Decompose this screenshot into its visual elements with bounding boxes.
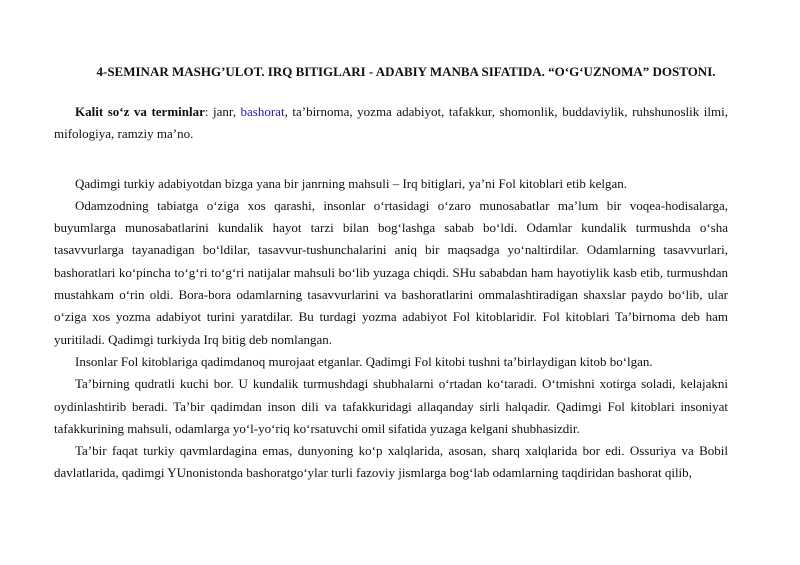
keywords-prefix: : janr, bbox=[204, 104, 241, 119]
paragraph-spacer bbox=[54, 146, 728, 173]
keyword-link-bashorat[interactable]: bashorat bbox=[240, 104, 285, 119]
keywords-label: Kalit so‘z va terminlar bbox=[75, 104, 205, 119]
paragraph-4: Ta’birning qudratli kuchi bor. U kundalik turmushdagi shubhalarni o‘rtadan ko‘taradi. O‘tmishni xotirga soladi, kelajakni oydinlashtirib beradi. Ta’bir qadimdan inson dili va tafakkuridagi allaqanday sirli halqadir. Qadimgi Fol kitoblari insoniyat tafakkurining mahsuli, odamlarga yo‘l-yo‘riq ko‘rsatuvchi omil sifatida yuzaga kelgani shubhasizdir. bbox=[54, 376, 728, 436]
page-title: 4-SEMINAR MASHG’ULOT. IRQ BITIGLARI - ADABIY MANBA SIFATIDA. “O‘G‘UZNOMA” DOSTONI. bbox=[96, 64, 716, 79]
paragraph-5: Ta’bir faqat turkiy qavmlardagina emas, dunyoning ko‘p xalqlarida, asosan, sharq xalqlarida bor edi. Ossuriya va Bobil davlatlarida, qadimgi YUnonistonda bashoratgo‘ylar turli fazoviy jismlarga bog‘lab odamlarning taqdiridan bashorat qilib, bbox=[54, 443, 728, 481]
document-body bbox=[54, 101, 728, 485]
keywords-rest: , ta’birnoma, yozma adabiyot, tafakkur, shomonlik, buddaviylik, ruhshunoslik ilmi, mifologiya, ramziy ma’no. bbox=[54, 104, 728, 142]
paragraph-3: Insonlar Fol kitoblariga qadimdanoq murojaat etganlar. Qadimgi Fol kitobi tushni ta’birlaydigan kitob bo‘lgan. bbox=[75, 353, 653, 369]
paragraph-1: Qadimgi turkiy adabiyotdan bizga yana bir janrning mahsuli – Irq bitiglari, ya’ni Fol kitoblari etib kelgan. bbox=[75, 175, 628, 191]
keywords-paragraph bbox=[54, 101, 728, 146]
paragraph-2: Odamzodning tabiatga o‘ziga xos qarashi, insonlar o‘rtasidagi o‘zaro munosabatlar ma’lum bir voqea-hodisalarga, buyumlarga munosabatlarini kundalik hayot tarzi bilan bog‘lashga sabab bo‘ldi. Odamlar kundalik turmushda o‘sha tasavvurlarga tayanadigan bo‘ldilar, tasavvur-tushunchalarini aniq bir maqsadga yo‘naltirdilar. Odamlarning tasavvurlari, bashoratlari ko‘pincha to‘g‘ri to‘g‘ri natijalar mahsuli bo‘lib yuzaga chiqdi. SHu sababdan ham hayotiylik kasb etib, turmushdan mustahkam o‘rin oldi. Bora-bora odamlarning tasavvurlarini va bashoratlarini ommalashtiradigan shaxslar paydo bo‘lib, ular o‘ziga xos yozma adabiyot turini yaratdilar. Bu turdagi yozma adabiyot Fol kitoblaridir. Fol kitoblari Ta’birnoma deb ham yuritiladi. Qadimgi turkiyda Irq bitig deb nomlangan. bbox=[54, 197, 728, 347]
